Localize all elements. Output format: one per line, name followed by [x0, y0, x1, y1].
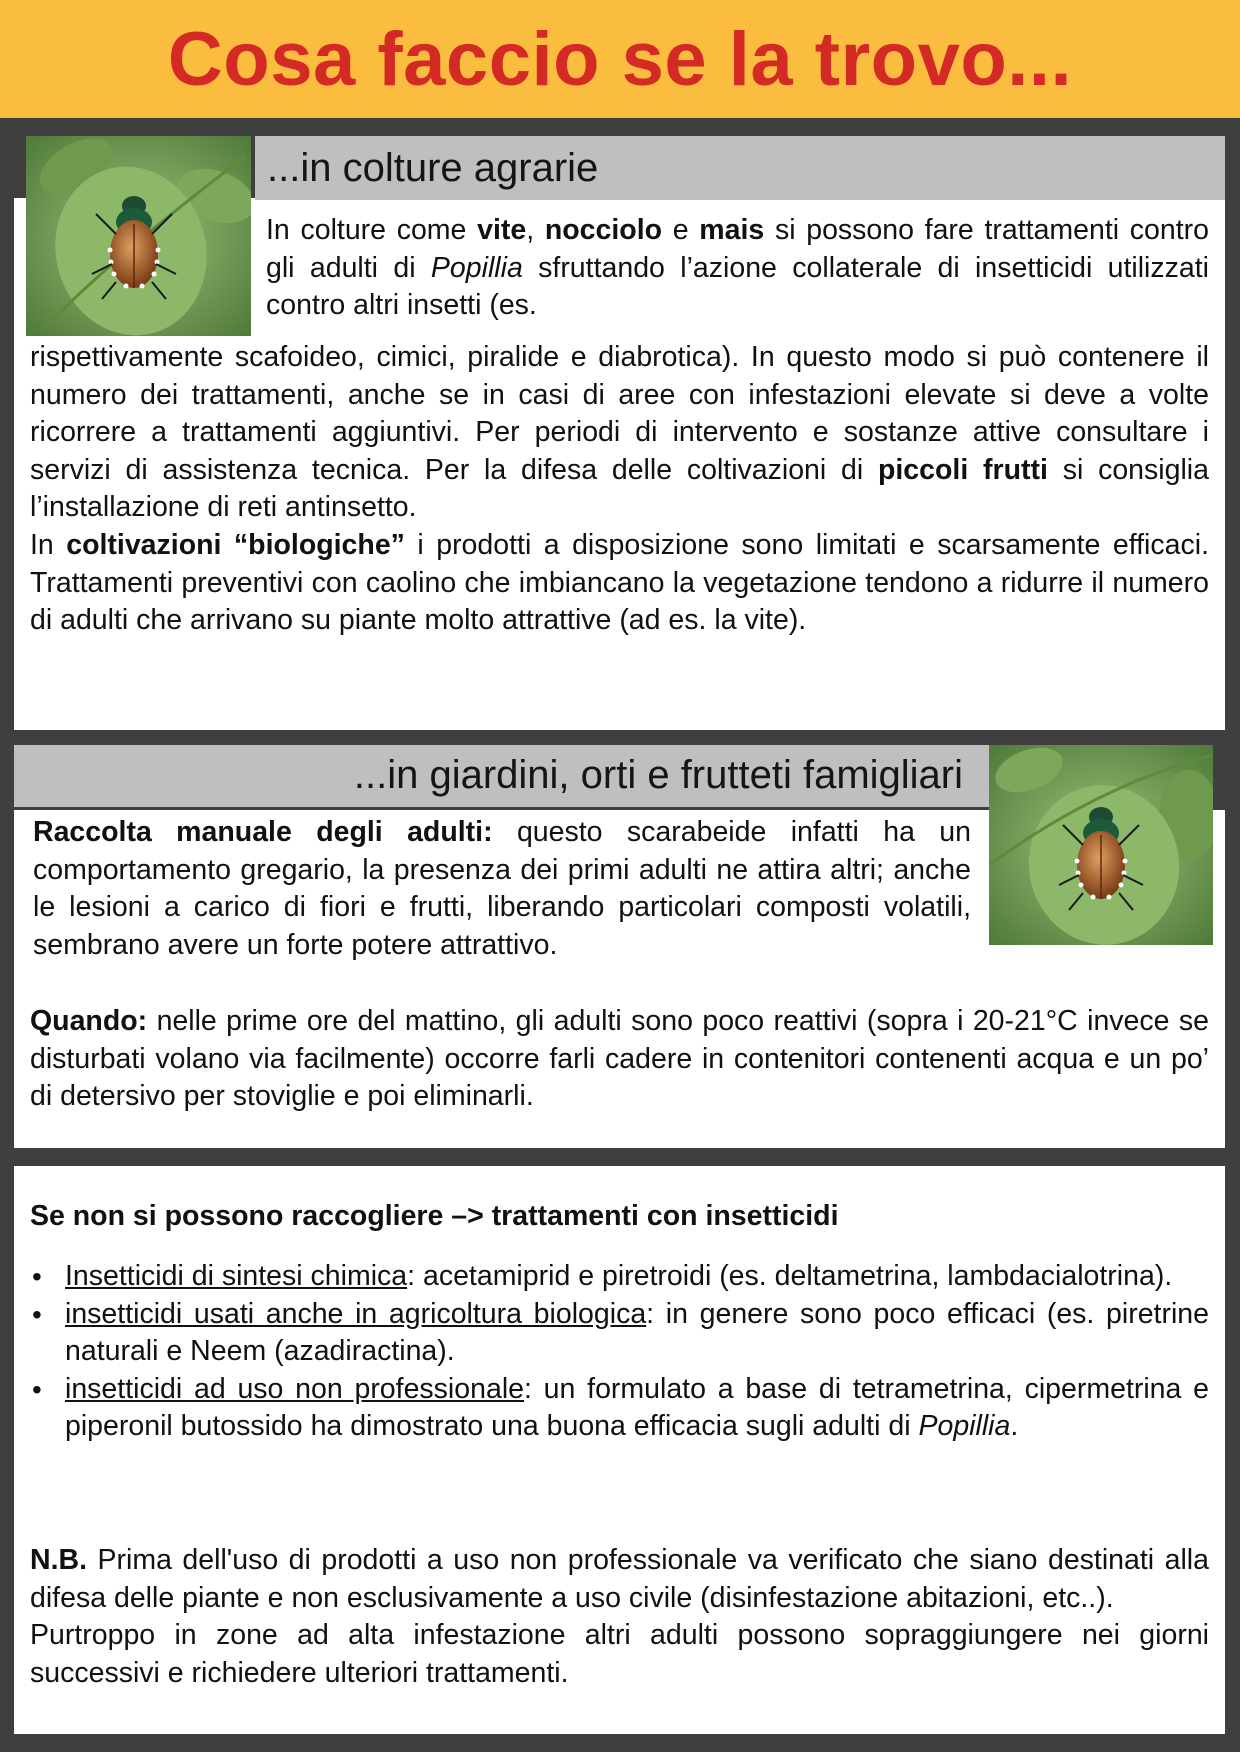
section3-notes: [30, 1542, 1209, 1692]
list-item: • Insetticidi di sintesi chimica: acetamiprid e piretroidi (es. deltametrina, lambdacialotrina).: [32, 1260, 1173, 1292]
japanese-beetle-photo-icon: [26, 136, 251, 336]
page-title: Cosa faccio se la trovo...: [167, 16, 1073, 102]
section1-paragraph-1: In colture come vite, nocciolo e mais si possono fare trattamenti contro gli adulti di Popillia sfruttando l’azione collaterale di insetticidi utilizzati contro altri insetti (es.: [266, 214, 1210, 322]
section1-paragraph-3: In coltivazioni “biologiche” i prodotti a disposizione sono limitati e scarsamente efficaci. Trattamenti preventivi con caolino che imbiancano la vegetazione tendono a ridurre il numero di adulti che arrivano su piante molto attrattive (ad es. la vite).: [30, 528, 1209, 637]
section2-paragraph-2: Quando: nelle prime ore del mattino, gli adulti sono poco reattivi (sopra i 20-21°C invece se disturbati volano via facilmente) occorre farli cadere in contenitori contenenti acqua e un po’ di detersivo per stoviglie e poi eliminarli.: [30, 1005, 1209, 1113]
section1-paragraph-2: rispettivamente scafoideo, cimici, piralide e diabrotica). In questo modo si può contenere il numero dei trattamenti, anche se in casi di aree con infestazioni elevate si deve a volte ricorrere a trattamenti aggiuntivi. Per periodi di intervento e sostanze attive consultare i servizi di assistenza tecnica. Per la difesa delle coltivazioni di piccoli frutti si consiglia l’installazione di reti antinsetto.: [30, 341, 1209, 524]
beetle-image: [989, 745, 1213, 945]
list-item: • insetticidi usati anche in agricoltura biologica: in genere sono poco efficaci (es. piretrine naturali e Neem (azadiractina).: [32, 1297, 1209, 1368]
beetle-image: [26, 136, 251, 336]
section-title-bar: [255, 136, 1225, 200]
section3-heading: Se non si possono raccogliere –> trattamenti con insetticidi: [30, 1200, 839, 1232]
section-title: ...in giardini, orti e frutteti famigliari: [353, 753, 963, 797]
section-title-bar: [14, 745, 989, 807]
nb-paragraph: N.B. Prima dell'uso di prodotti a uso non professionale va verificato che siano destinati alla difesa delle piante e non esclusivamente a uso civile (disinfestazione abitazioni, etc..).: [30, 1544, 1209, 1614]
section2-paragraph-1: Raccolta manuale degli adulti: questo scarabeide infatti ha un comportamento gregario, la presenza dei primi adulti ne attira altri; anche le lesioni a carico di fiori e frutti, liberando particolari composti volatili, sembrano avere un forte potere attrattivo.: [33, 816, 971, 961]
list-item: • insetticidi ad uso non professionale: un formulato a base di tetrametrina, cipermetrina e piperonil butossido ha dimostrato una buona efficacia sugli adulti di Popillia.: [32, 1372, 1209, 1443]
section3-bullets: [30, 1258, 1209, 1446]
section-title: ...in colture agrarie: [267, 146, 599, 190]
japanese-beetle-photo-icon: [989, 745, 1213, 945]
title-banner: [0, 0, 1240, 118]
section1-body: [30, 339, 1209, 640]
final-paragraph: Purtroppo in zone ad alta infestazione altri adulti possono sopraggiungere nei giorni successivi e richiedere ulteriori trattamenti.: [30, 1619, 1209, 1689]
